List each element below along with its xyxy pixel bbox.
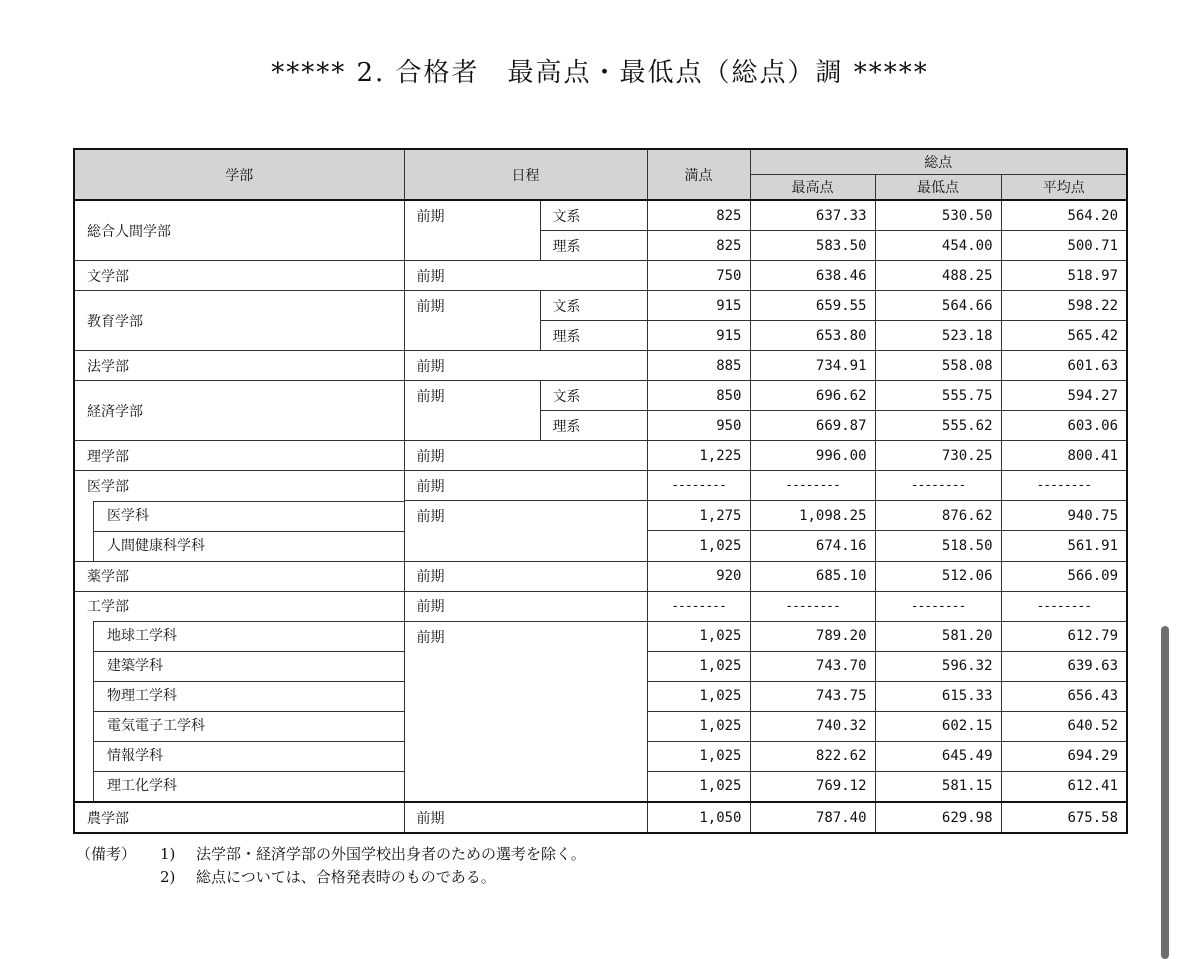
max-cell: 789.20: [750, 621, 875, 651]
schedule-cell: 前期: [404, 561, 647, 591]
table-row: [74, 471, 1127, 501]
max-cell: 822.62: [750, 741, 875, 771]
table-row: [74, 621, 1127, 651]
track-cell: 理系: [540, 321, 647, 351]
avg-cell: 612.41: [1001, 771, 1127, 802]
full-score-cell: 1,025: [647, 531, 750, 562]
faculty-cell: 経済学部: [74, 381, 404, 441]
min-cell: 555.62: [875, 411, 1001, 441]
note-line: [76, 866, 586, 889]
department-cell: [74, 531, 404, 562]
schedule-cell: 前期: [404, 291, 540, 351]
full-score-cell: 850: [647, 381, 750, 411]
department-label: 人間健康科学科: [93, 531, 404, 561]
avg-cell: --------: [1001, 591, 1127, 621]
min-cell: 581.15: [875, 771, 1001, 802]
schedule-cell: 前期: [404, 621, 647, 802]
max-cell: 659.55: [750, 291, 875, 321]
avg-cell: 675.58: [1001, 802, 1127, 833]
track-cell: 文系: [540, 381, 647, 411]
department-cell: [74, 621, 404, 651]
table-row: [74, 381, 1127, 411]
full-score-cell: 825: [647, 200, 750, 231]
avg-cell: 594.27: [1001, 381, 1127, 411]
avg-cell: 694.29: [1001, 741, 1127, 771]
min-cell: 512.06: [875, 561, 1001, 591]
min-cell: 629.98: [875, 802, 1001, 833]
track-cell: 文系: [540, 200, 647, 231]
track-cell: 理系: [540, 231, 647, 261]
max-cell: 669.87: [750, 411, 875, 441]
full-score-cell: 1,025: [647, 621, 750, 651]
full-score-cell: 825: [647, 231, 750, 261]
schedule-cell: 前期: [404, 591, 647, 621]
table-row: [74, 591, 1127, 621]
schedule-cell: 前期: [404, 501, 647, 562]
schedule-cell: 前期: [404, 381, 540, 441]
avg-cell: 612.79: [1001, 621, 1127, 651]
max-cell: 743.75: [750, 681, 875, 711]
min-cell: 454.00: [875, 231, 1001, 261]
track-cell: 文系: [540, 291, 647, 321]
department-label: 情報学科: [93, 741, 404, 771]
avg-cell: 566.09: [1001, 561, 1127, 591]
avg-cell: 639.63: [1001, 651, 1127, 681]
faculty-cell: 工学部: [74, 591, 404, 621]
min-cell: 488.25: [875, 261, 1001, 291]
full-score-cell: 1,050: [647, 802, 750, 833]
department-cell: [74, 501, 404, 531]
avg-cell: --------: [1001, 471, 1127, 501]
department-label: 物理工学科: [93, 681, 404, 711]
notes-label-spacer: [76, 866, 160, 889]
avg-cell: 564.20: [1001, 200, 1127, 231]
page-title: ***** 2. 合格者 最高点・最低点（総点）調 *****: [271, 58, 929, 88]
full-score-cell: 1,025: [647, 771, 750, 802]
department-label: 電気電子工学科: [93, 711, 404, 741]
table-row: [74, 802, 1127, 833]
schedule-cell: 前期: [404, 200, 540, 261]
faculty-cell: 理学部: [74, 441, 404, 471]
max-cell: 685.10: [750, 561, 875, 591]
full-score-cell: --------: [647, 471, 750, 501]
table-row: [74, 501, 1127, 531]
faculty-cell: 薬学部: [74, 561, 404, 591]
avg-cell: 640.52: [1001, 711, 1127, 741]
max-cell: 638.46: [750, 261, 875, 291]
full-score-cell: 920: [647, 561, 750, 591]
min-cell: --------: [875, 591, 1001, 621]
note-number: 1): [160, 845, 176, 863]
full-score-cell: 1,025: [647, 681, 750, 711]
min-cell: 596.32: [875, 651, 1001, 681]
table-row: [74, 351, 1127, 381]
min-cell: 518.50: [875, 531, 1001, 562]
avg-cell: 940.75: [1001, 501, 1127, 531]
table-row: [74, 200, 1127, 231]
department-label: 地球工学科: [93, 621, 404, 651]
max-cell: --------: [750, 471, 875, 501]
min-cell: 564.66: [875, 291, 1001, 321]
full-score-cell: 1,225: [647, 441, 750, 471]
min-cell: 645.49: [875, 741, 1001, 771]
full-score-cell: 915: [647, 291, 750, 321]
schedule-cell: 前期: [404, 441, 647, 471]
avg-cell: 598.22: [1001, 291, 1127, 321]
full-score-cell: 1,025: [647, 741, 750, 771]
min-cell: 730.25: [875, 441, 1001, 471]
department-cell: [74, 741, 404, 771]
min-cell: 615.33: [875, 681, 1001, 711]
max-cell: 787.40: [750, 802, 875, 833]
min-cell: 530.50: [875, 200, 1001, 231]
track-cell: 理系: [540, 411, 647, 441]
faculty-cell: 教育学部: [74, 291, 404, 351]
header-full-score: 満点: [647, 149, 750, 200]
min-cell: 523.18: [875, 321, 1001, 351]
schedule-cell: 前期: [404, 261, 647, 291]
header-avg: 平均点: [1001, 175, 1127, 201]
note-line: [76, 843, 586, 866]
faculty-cell: 農学部: [74, 802, 404, 833]
note-text: 総点については、合格発表時のものである。: [196, 868, 496, 886]
header-total-group: 総点: [750, 149, 1127, 175]
max-cell: --------: [750, 591, 875, 621]
faculty-cell: 文学部: [74, 261, 404, 291]
avg-cell: 800.41: [1001, 441, 1127, 471]
notes: [76, 843, 586, 889]
max-cell: 696.62: [750, 381, 875, 411]
schedule-cell: 前期: [404, 471, 647, 501]
table-row: [74, 261, 1127, 291]
full-score-cell: 885: [647, 351, 750, 381]
min-cell: --------: [875, 471, 1001, 501]
schedule-cell: 前期: [404, 802, 647, 833]
note-text: 法学部・経済学部の外国学校出身者のための選考を除く。: [196, 845, 586, 863]
full-score-cell: 1,025: [647, 651, 750, 681]
max-cell: 583.50: [750, 231, 875, 261]
department-cell: [74, 651, 404, 681]
schedule-cell: 前期: [404, 351, 647, 381]
max-cell: 637.33: [750, 200, 875, 231]
header-schedule: 日程: [404, 149, 647, 200]
max-cell: 996.00: [750, 441, 875, 471]
max-cell: 653.80: [750, 321, 875, 351]
max-cell: 674.16: [750, 531, 875, 562]
max-cell: 769.12: [750, 771, 875, 802]
full-score-cell: 1,025: [647, 711, 750, 741]
notes-label: （備考）: [76, 845, 137, 863]
avg-cell: 565.42: [1001, 321, 1127, 351]
full-score-cell: 750: [647, 261, 750, 291]
scores-table: [73, 148, 1128, 834]
faculty-cell: 総合人間学部: [74, 200, 404, 261]
header-min: 最低点: [875, 175, 1001, 201]
department-label: 建築学科: [93, 651, 404, 681]
avg-cell: 601.63: [1001, 351, 1127, 381]
min-cell: 602.15: [875, 711, 1001, 741]
department-cell: [74, 711, 404, 741]
min-cell: 558.08: [875, 351, 1001, 381]
department-label: 理工化学科: [93, 771, 404, 801]
faculty-cell: 法学部: [74, 351, 404, 381]
avg-cell: 561.91: [1001, 531, 1127, 562]
min-cell: 581.20: [875, 621, 1001, 651]
department-cell: [74, 771, 404, 802]
min-cell: 555.75: [875, 381, 1001, 411]
faculty-cell: 医学部: [74, 471, 404, 501]
max-cell: 734.91: [750, 351, 875, 381]
header-faculty: 学部: [74, 149, 404, 200]
table-row: [74, 561, 1127, 591]
max-cell: 740.32: [750, 711, 875, 741]
full-score-cell: 950: [647, 411, 750, 441]
department-label: 医学科: [93, 501, 404, 531]
full-score-cell: 1,275: [647, 501, 750, 531]
full-score-cell: --------: [647, 591, 750, 621]
department-cell: [74, 681, 404, 711]
max-cell: 1,098.25: [750, 501, 875, 531]
min-cell: 876.62: [875, 501, 1001, 531]
note-number: 2): [160, 868, 176, 886]
table-row: [74, 441, 1127, 471]
table-row: [74, 291, 1127, 321]
vertical-scrollbar[interactable]: [1161, 626, 1169, 959]
full-score-cell: 915: [647, 321, 750, 351]
avg-cell: 500.71: [1001, 231, 1127, 261]
header-max: 最高点: [750, 175, 875, 201]
avg-cell: 518.97: [1001, 261, 1127, 291]
avg-cell: 656.43: [1001, 681, 1127, 711]
max-cell: 743.70: [750, 651, 875, 681]
avg-cell: 603.06: [1001, 411, 1127, 441]
